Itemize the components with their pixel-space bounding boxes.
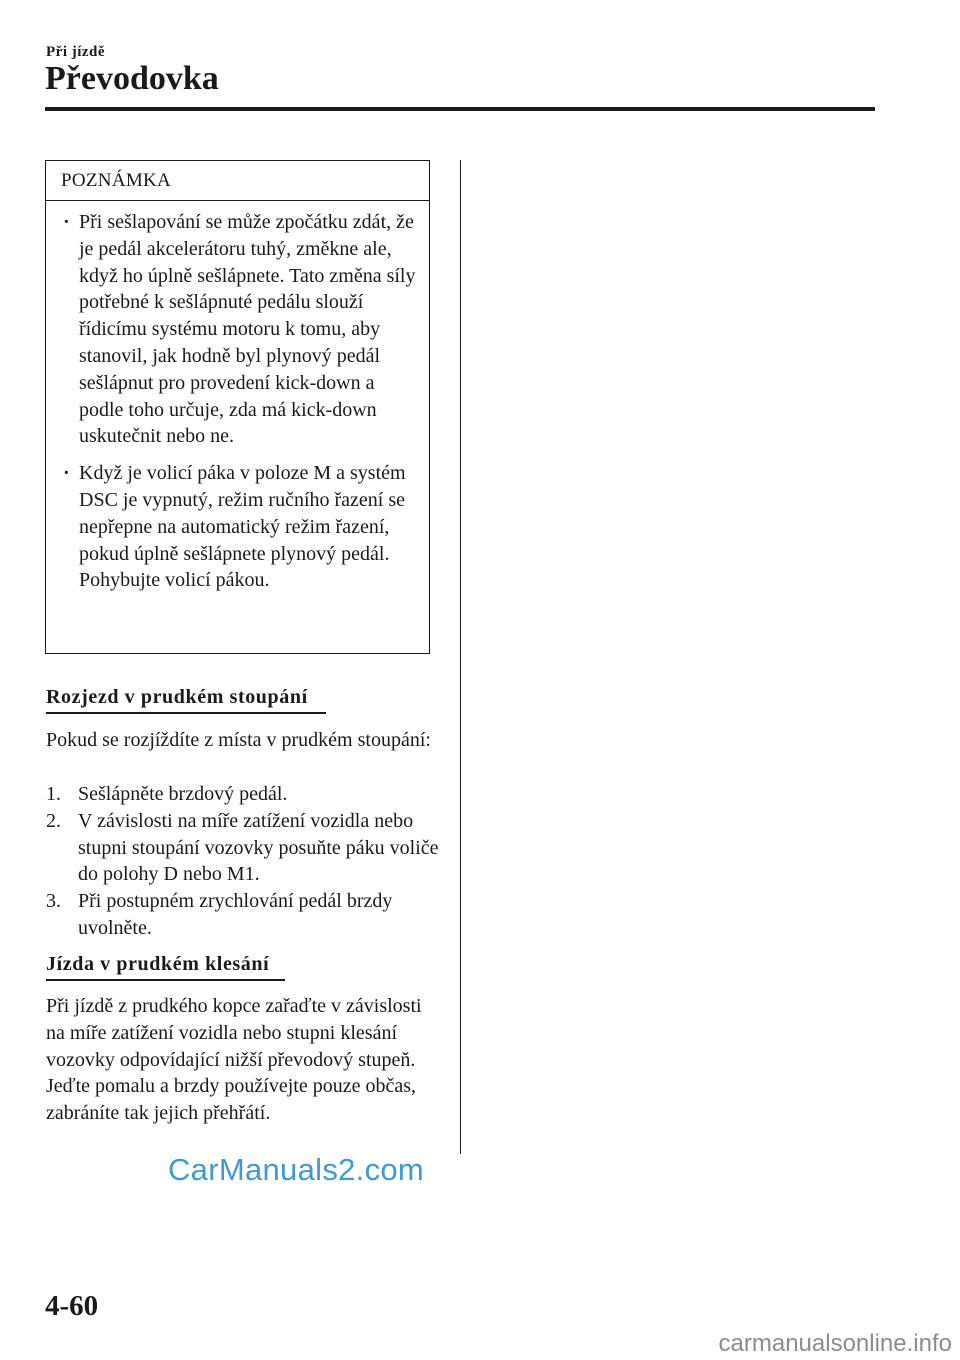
downhill-heading: Jízda v prudkém klesání xyxy=(46,953,270,975)
chapter-title: Převodovka xyxy=(45,60,219,97)
downhill-text: Při jízdě z prudkého kopce zařaďte v závislosti na míře zatížení vozidla nebo stupni klesání vozovky odpovídající nižší převodový stupeň. Jeďte pomalu a brzdy používejte pouze občas, zabráníte tak jejich přehřátí. xyxy=(46,995,422,1125)
section-label: Při jízdě xyxy=(46,44,106,60)
title-rule xyxy=(45,107,875,111)
step-number: 2. xyxy=(46,809,61,832)
downhill-heading-rule xyxy=(46,979,285,981)
footer-site-link[interactable]: carmanualsonline.info xyxy=(718,1330,952,1357)
uphill-intro: Pokud se rozjíždíte z místa v prudkém stoupání: xyxy=(46,729,431,751)
note-item xyxy=(46,460,423,594)
page-number: 4-60 xyxy=(45,1290,99,1322)
bullet-icon: · xyxy=(63,462,70,485)
step-item xyxy=(46,888,441,942)
note-item-text: Když je volicí páka v poloze M a systém DSC je vypnutý, režim ručního řazení se nepřepne na automatický režim řazení, pokud úplně sešlápnete plynový pedál. Pohybujte volicí pákou. xyxy=(79,462,406,592)
step-number: 3. xyxy=(46,890,61,913)
step-number: 1. xyxy=(46,783,61,805)
watermark-logo: CarManuals2.com xyxy=(168,1152,425,1187)
column-divider xyxy=(460,160,461,1154)
step-item xyxy=(46,781,441,808)
step-text: Sešlápněte brzdový pedál. xyxy=(78,783,288,805)
step-text: V závislosti na míře zatížení vozidla nebo stupni stoupání vozovky posuňte páku voliče do polohy D nebo M1. xyxy=(78,809,439,886)
note-item-text: Při sešlapování se může zpočátku zdát, že je pedál akcelerátoru tuhý, změkne ale, když ho úplně sešlápnete. Tato změna síly potřebné k sešlápnuté pedálu slouží řídicímu systému motoru k tomu, aby stanovil, jak hodně byl plynový pedál sešlápnut pro provedení kick-down a podle toho určuje, zda má kick-down uskutečnit nebo ne. xyxy=(79,211,416,448)
note-list xyxy=(46,201,429,594)
note-item xyxy=(46,209,423,450)
uphill-heading-rule xyxy=(46,712,326,714)
uphill-heading: Rozjezd v prudkém stoupání xyxy=(46,686,308,708)
note-header: POZNÁMKA xyxy=(46,161,429,201)
step-item xyxy=(46,808,441,888)
note-box xyxy=(45,160,430,654)
uphill-steps xyxy=(46,781,441,942)
step-text: Při postupném zrychlování pedál brzdy uvolněte. xyxy=(78,890,393,939)
bullet-icon: · xyxy=(63,211,70,233)
